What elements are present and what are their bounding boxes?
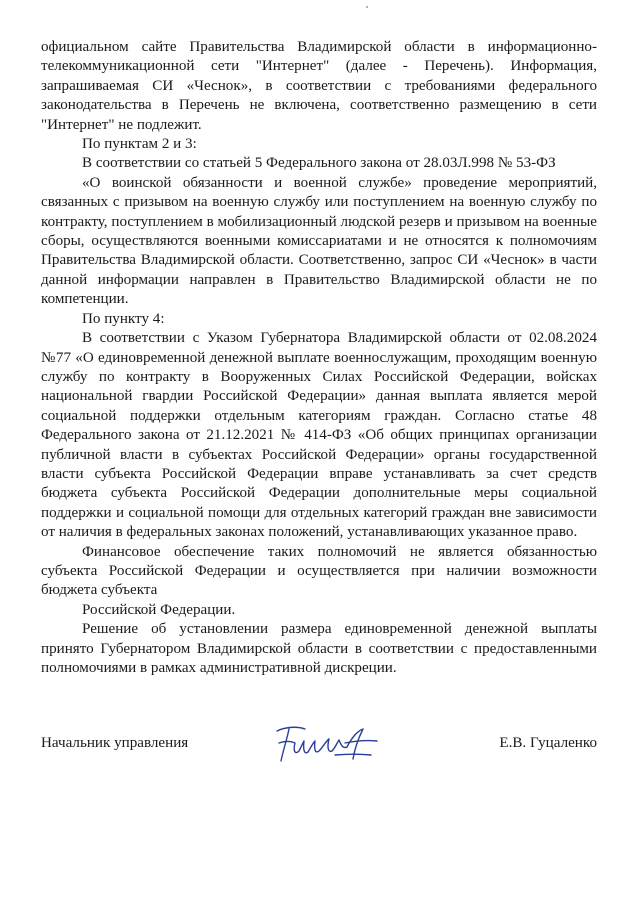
paragraph-2: По пунктам 2 и 3:: [82, 136, 197, 153]
signatory-name: Е.В. Гуцаленко: [499, 735, 597, 751]
paragraph-3: В соответствии со статьей 5 Федерального закона от 28.03Л.998 № 53-ФЗ: [82, 155, 556, 172]
paragraph-7: Финансовое обеспечение таких полномочий не является обязанностью субъекта Российской Федерации и осуществляется при наличии возможности бюджета субъекта: [41, 543, 597, 599]
signature-block: [41, 731, 597, 759]
paragraph-5: По пункту 4:: [82, 310, 165, 327]
paragraph-1: официальном сайте Правительства Владимирской области в информационно-телекоммуникационной сети "Интернет" (далее - Перечень). Информация, запрашиваемая СИ «Чеснок», в соответствии с требованиями федерального законодательства в Перечень не включена, соответственно размещению в сети "Интернет" не подлежит.: [41, 39, 597, 133]
handwritten-signature: [271, 721, 383, 767]
paragraph-4: «О воинской обязанности и военной службе» проведение мероприятий, связанных с призывом на военную службу или поступлением на военную службу по контракту, поступлением в мобилизационный людской резерв и призывом на военные сборы, осуществляются военными комиссариатами и не относятся к полномочиям Правительства Владимирской области. Соответственно, запрос СИ «Чеснок» в части данной информации направлен в Правительство Владимирской области не по компетенции.: [41, 174, 597, 308]
letter-body: [41, 38, 597, 678]
paragraph-8: Российской Федерации.: [82, 601, 236, 618]
scan-speck: [366, 6, 368, 8]
paragraph-6: В соответствии с Указом Губернатора Владимирской области от 02.08.2024 №77 «О единовременной денежной выплате военнослужащим, проходящим военную службу по контракту в Вооруженных Силах Российской Федерации, войсках национальной гвардии Российской Федерации» данная выплата является мерой социальной поддержки отдельным категориям граждан. Согласно статье 48 Федерального закона от 21.12.2021 № 414-ФЗ «Об общих принципах организации публичной власти в субъектах Российской Федерации» органы государственной власти субъекта Российской Федерации вправе устанавливать за счет средств бюджета субъекта Российской Федерации дополнительные меры социальной поддержки и социальной помощи для отдельных категорий граждан вне зависимости от наличия в федеральных законах положений, устанавливающих указанное право.: [41, 330, 597, 541]
paragraph-9: Решение об установлении размера единовременной денежной выплаты принято Губернатором Владимирской области в соответствии с предоставленными полномочиями в рамках административной дискреции.: [41, 621, 597, 676]
signatory-title: Начальник управления: [41, 735, 189, 751]
